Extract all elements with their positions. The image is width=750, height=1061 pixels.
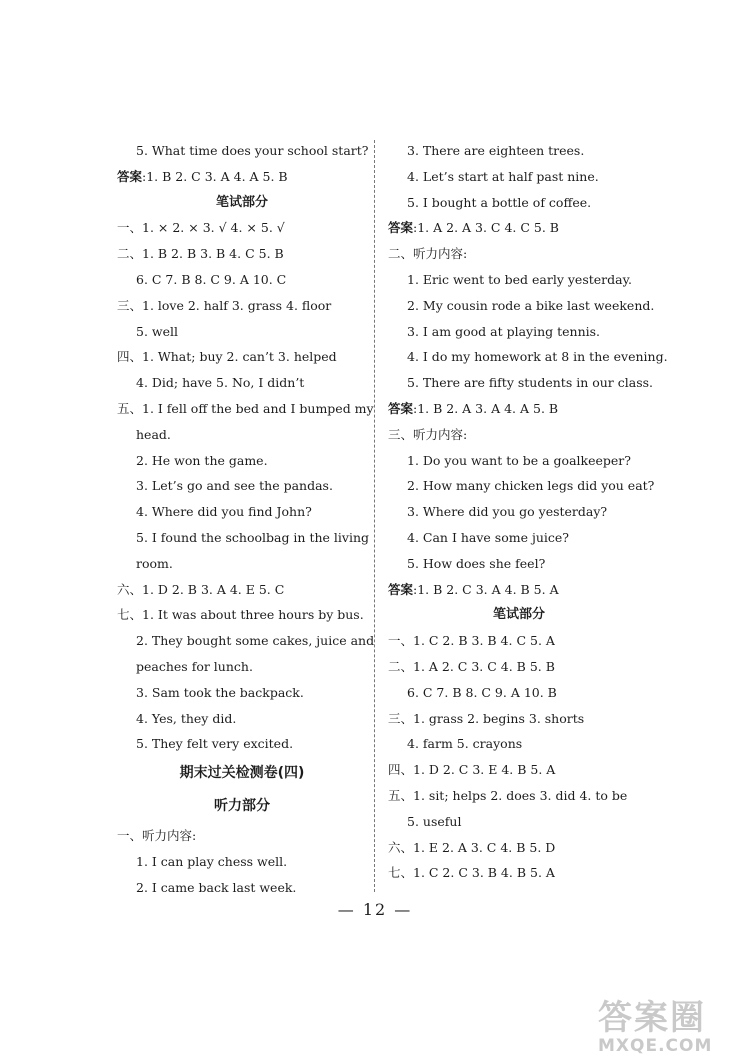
answer-key-line: 二、1. A 2. C 3. C 4. B 5. B xyxy=(388,658,555,674)
answer-line xyxy=(117,164,367,190)
answer-key-line: 4. Can I have some juice? xyxy=(407,529,569,545)
answer-key-line: 4. Where did you find John? xyxy=(136,504,312,520)
page-number: — 12 — xyxy=(337,900,413,919)
answer-key-line: 一、1. × 2. × 3. √ 4. × 5. √ xyxy=(117,220,285,236)
answer-values: :1. B 2. C 3. A 4. A 5. B xyxy=(142,168,288,184)
answer-label: 答案 xyxy=(388,220,414,236)
answer-key-line: 5. well xyxy=(136,323,178,339)
answer-key-line: 二、1. B 2. B 3. B 4. C 5. B xyxy=(117,246,284,262)
answer-key-line: 2. They bought some cakes, juice and xyxy=(136,633,375,649)
answer-key-line: 5. What time does your school start? xyxy=(136,143,369,158)
answer-key-line: 六、1. D 2. B 3. A 4. E 5. C xyxy=(117,581,285,597)
answer-key-line: 1. I can play chess well. xyxy=(136,853,288,869)
answer-key-line: 4. Yes, they did. xyxy=(136,710,237,726)
section-heading: 笔试部分 xyxy=(492,607,545,623)
section-heading: 听力部分 xyxy=(214,798,270,815)
answer-key-line: 4. Let’s start at half past nine. xyxy=(407,168,599,184)
left-column xyxy=(117,138,375,901)
answer-key-line: 5. I found the schoolbag in the living xyxy=(136,529,370,545)
answer-label: 答案 xyxy=(388,400,414,416)
section-heading: 笔试部分 xyxy=(215,194,268,210)
right-column xyxy=(388,138,668,886)
answer-line xyxy=(388,577,650,603)
answer-values: :1. B 2. A 3. A 4. A 5. B xyxy=(413,400,559,416)
answer-key-line: 三、1. grass 2. begins 3. shorts xyxy=(388,710,585,726)
answer-key-line: 五、1. I fell off the bed and I bumped my xyxy=(117,400,374,416)
answer-key-line: 5. They felt very excited. xyxy=(136,736,294,752)
answer-key-line: 四、1. What; buy 2. can’t 3. helped xyxy=(117,349,337,365)
answer-line xyxy=(388,215,650,241)
answer-key-line: 七、1. It was about three hours by bus. xyxy=(117,607,364,623)
column-divider xyxy=(374,140,375,892)
section-heading: 期末过关检测卷(四) xyxy=(179,765,305,782)
answer-key-line: 2. How many chicken legs did you eat? xyxy=(407,478,655,494)
answer-key-line: 4. I do my homework at 8 in the evening. xyxy=(407,349,668,365)
answer-label: 答案 xyxy=(117,168,143,184)
answer-key-line: 5. There are fifty students in our class. xyxy=(407,375,654,391)
answer-key-line: 2. My cousin rode a bike last weekend. xyxy=(407,297,655,313)
answer-key-line: peaches for lunch. xyxy=(136,658,253,674)
answer-key-line: 3. There are eighteen trees. xyxy=(407,143,585,158)
answer-key-line: 4. Did; have 5. No, I didn’t xyxy=(136,375,305,391)
answer-key-line: head. xyxy=(136,426,171,442)
answer-key-line: 3. Where did you go yesterday? xyxy=(407,504,608,520)
answer-key-line: 5. useful xyxy=(407,813,462,829)
answer-key-line: 3. Sam took the backpack. xyxy=(136,684,304,700)
answer-key-line: 一、1. C 2. B 3. B 4. C 5. A xyxy=(388,633,555,649)
watermark-brand: 答案圈 xyxy=(598,998,706,1038)
answer-values: :1. A 2. A 3. C 4. C 5. B xyxy=(413,220,559,236)
answer-key-line: 5. I bought a bottle of coffee. xyxy=(407,194,592,210)
answer-key-line: 三、听力内容: xyxy=(388,426,468,442)
watermark-site: MXQE.COM xyxy=(598,1036,713,1056)
answer-key-line: 1. Do you want to be a goalkeeper? xyxy=(407,452,631,468)
answer-line xyxy=(388,396,650,422)
answer-key-line: 五、1. sit; helps 2. does 3. did 4. to be xyxy=(388,787,628,803)
answer-values: :1. B 2. C 3. A 4. B 5. A xyxy=(413,581,559,597)
answer-key-line: 1. Eric went to bed early yesterday. xyxy=(407,271,632,287)
answer-key-line: 三、1. love 2. half 3. grass 4. floor xyxy=(117,297,332,313)
answer-key-line: 七、1. C 2. C 3. B 4. B 5. A xyxy=(388,865,555,881)
answer-key-line: 二、听力内容: xyxy=(388,246,468,262)
watermark-logo xyxy=(598,1000,748,1058)
answer-key-line: 6. C 7. B 8. C 9. A 10. C xyxy=(136,271,287,287)
answer-key-line: 四、1. D 2. C 3. E 4. B 5. A xyxy=(388,762,556,778)
answer-key-line: 4. farm 5. crayons xyxy=(407,736,523,752)
answer-key-line: 5. How does she feel? xyxy=(407,555,546,571)
answer-key-line: 3. Let’s go and see the pandas. xyxy=(136,478,333,494)
answer-key-line: 3. I am good at playing tennis. xyxy=(407,323,601,339)
answer-key-line: room. xyxy=(136,555,173,571)
answer-key-line: 2. He won the game. xyxy=(136,452,268,468)
answer-key-line: 6. C 7. B 8. C 9. A 10. B xyxy=(407,684,557,700)
answer-key-line: 六、1. E 2. A 3. C 4. B 5. D xyxy=(388,839,556,855)
answer-key-line: 2. I came back last week. xyxy=(136,879,297,895)
answer-label: 答案 xyxy=(388,581,414,597)
answer-key-line: 一、听力内容: xyxy=(117,828,197,844)
